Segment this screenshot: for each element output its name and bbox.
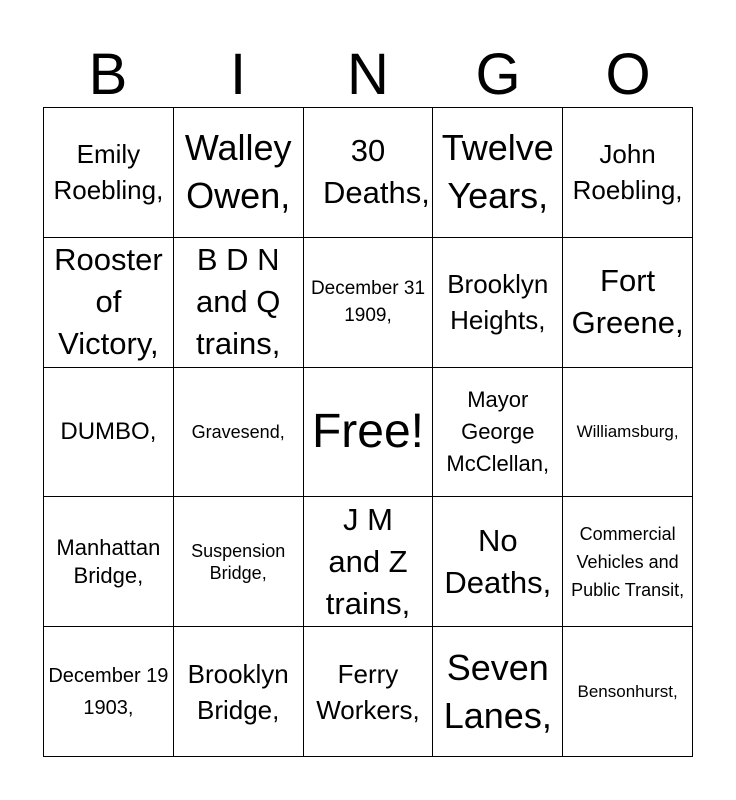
bingo-cell <box>304 627 434 757</box>
cell-text: No Deaths, <box>444 522 552 600</box>
bingo-cell <box>304 238 434 368</box>
header-letter-b: B <box>88 42 128 107</box>
cell-text: December 19 1903, <box>48 664 169 719</box>
bingo-header <box>43 40 693 110</box>
bingo-card-grid <box>43 107 693 757</box>
bingo-cell <box>563 627 693 757</box>
bingo-cell <box>563 368 693 498</box>
bingo-cell <box>174 368 304 498</box>
cell-text: Bensonhurst, <box>577 681 678 701</box>
cell-text: DUMBO, <box>60 417 157 445</box>
bingo-cell <box>44 368 174 498</box>
bingo-cell <box>174 497 304 627</box>
bingo-cell <box>563 238 693 368</box>
bingo-cell <box>563 497 693 627</box>
bingo-cell <box>433 627 563 757</box>
bingo-cell <box>433 497 563 627</box>
cell-text: Suspension Bridge, <box>191 540 286 583</box>
header-letter-g: G <box>475 42 521 107</box>
cell-text: Brooklyn Heights, <box>447 269 549 336</box>
bingo-cell <box>433 108 563 238</box>
cell-text: Williamsburg, <box>576 421 679 441</box>
bingo-cell <box>304 497 434 627</box>
bingo-cell <box>174 238 304 368</box>
cell-text: Free! <box>311 404 424 458</box>
cell-text: December 31 1909, <box>310 278 426 327</box>
cell-text: John Roebling, <box>572 139 683 206</box>
bingo-cell <box>44 497 174 627</box>
bingo-cell <box>44 627 174 757</box>
cell-text: Brooklyn Bridge, <box>187 658 289 725</box>
cell-text: Seven Lanes, <box>443 646 552 736</box>
cell-text: Fort Greene, <box>571 263 684 341</box>
bingo-cell <box>174 627 304 757</box>
bingo-cell <box>563 108 693 238</box>
cell-text: Manhattan Bridge, <box>56 534 161 588</box>
cell-text: Gravesend, <box>191 421 285 442</box>
cell-text: Twelve Years, <box>441 127 554 217</box>
cell-text: Commercial Vehicles and Public Transit, <box>571 523 685 600</box>
cell-text: Mayor George McClellan, <box>446 386 550 476</box>
bingo-cell <box>174 108 304 238</box>
cell-text: Walley Owen, <box>184 127 292 217</box>
bingo-cell <box>304 368 434 498</box>
bingo-cell <box>304 108 434 238</box>
header-letter-n: N <box>347 42 389 107</box>
cell-text: Emily Roebling, <box>53 139 164 206</box>
cell-text: B D N and Q trains, <box>195 242 281 362</box>
bingo-cell <box>44 238 174 368</box>
header-letter-i: I <box>229 42 247 107</box>
cell-text: Rooster of Victory, <box>54 242 163 362</box>
bingo-cell <box>433 368 563 498</box>
cell-text: Ferry Workers, <box>316 658 420 725</box>
bingo-cell <box>433 238 563 368</box>
bingo-cell <box>44 108 174 238</box>
header-letter-o: O <box>605 42 651 107</box>
cell-text: J M and Z trains, <box>325 501 411 621</box>
cell-text: 30 Deaths, <box>322 133 430 211</box>
